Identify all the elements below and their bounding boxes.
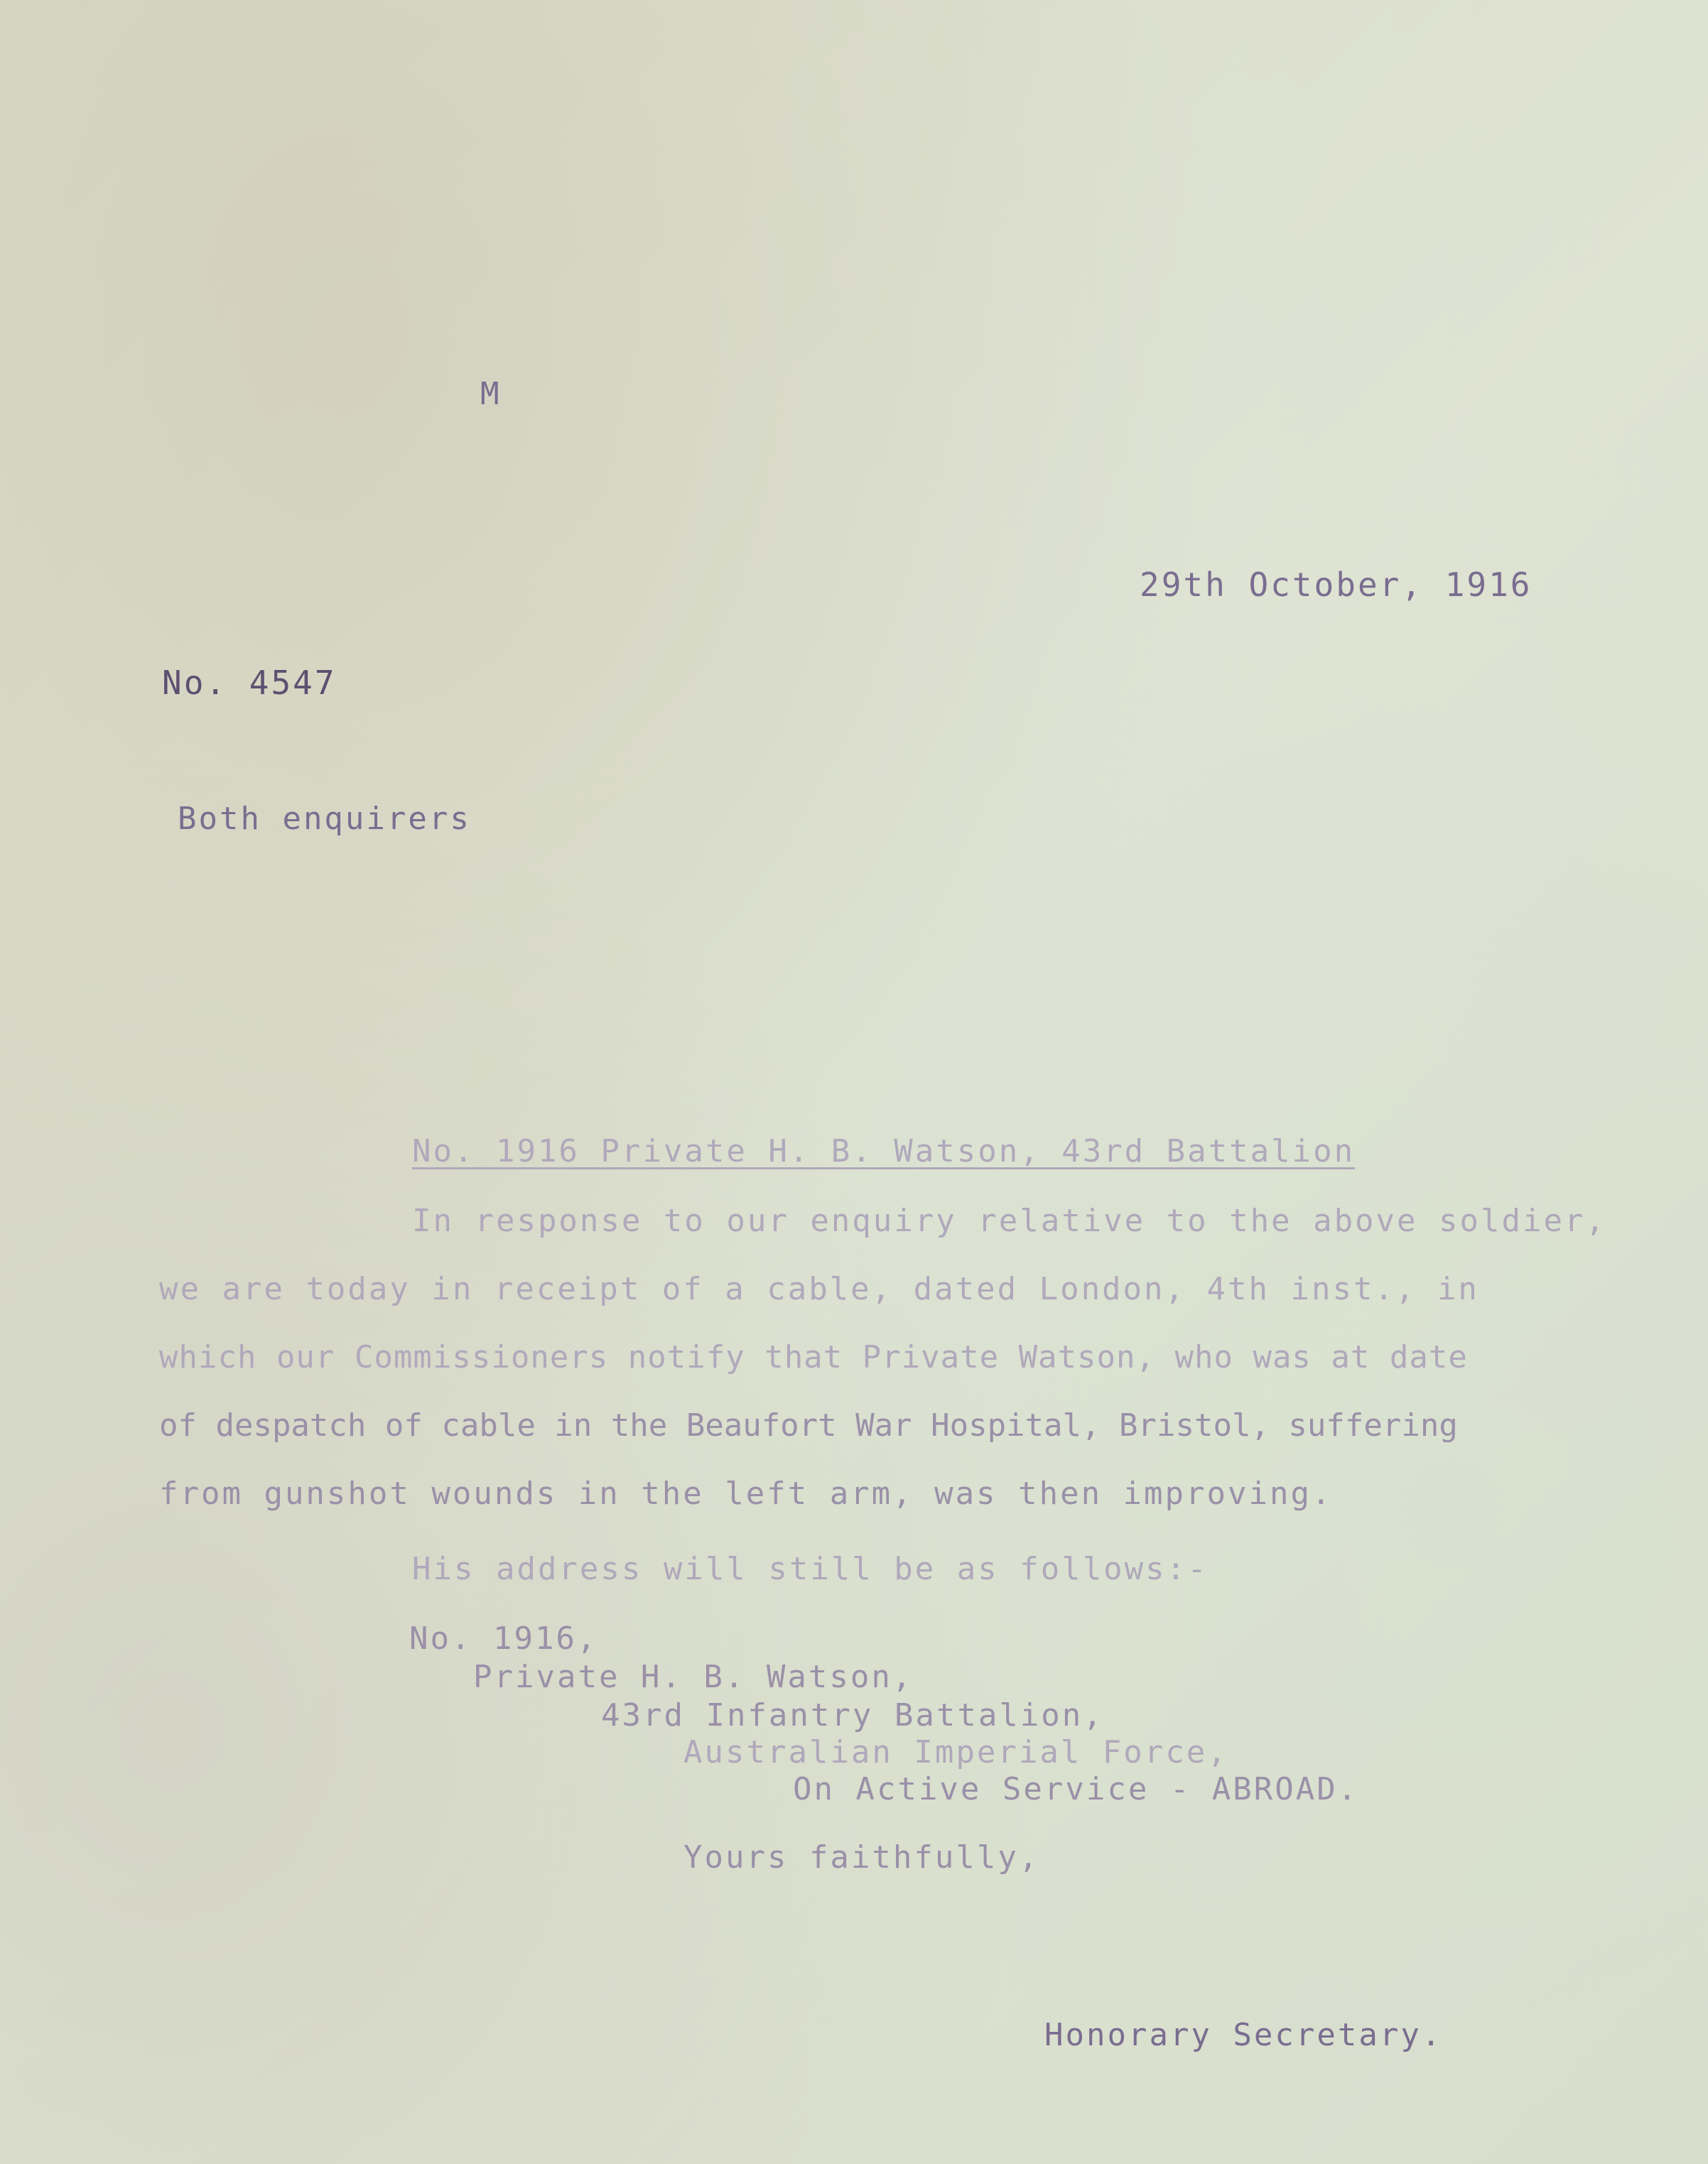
- address-intro: His address will still be as follows:-: [412, 1551, 1209, 1587]
- closing: Yours faithfully,: [683, 1839, 1040, 1876]
- subject-line: No. 1916 Private H. B. Watson, 43rd Battalion: [412, 1133, 1356, 1169]
- body-line: which our Commissioners notify that Private Watson, who was at date: [159, 1339, 1468, 1375]
- address-line: On Active Service - ABROAD.: [793, 1771, 1359, 1807]
- addressee: Both enquirers: [178, 801, 471, 837]
- reference-number: No. 4547: [162, 664, 337, 702]
- body-line: we are today in receipt of a cable, dated London, 4th inst., in: [159, 1271, 1479, 1307]
- letter-date: 29th October, 1916: [1140, 566, 1533, 604]
- address-line: No. 1916,: [409, 1621, 598, 1657]
- address-line: Australian Imperial Force,: [683, 1734, 1228, 1770]
- body-line: of despatch of cable in the Beaufort War Hospital, Bristol, suffering: [159, 1407, 1458, 1444]
- body-line: In response to our enquiry relative to the above soldier,: [412, 1203, 1606, 1239]
- address-line: 43rd Infantry Battalion,: [601, 1697, 1104, 1733]
- signature-title: Honorary Secretary.: [1044, 2017, 1443, 2053]
- address-line: Private H. B. Watson,: [473, 1659, 914, 1695]
- body-line: from gunshot wounds in the left arm, was then improving.: [159, 1476, 1333, 1512]
- initial-mark: M: [480, 376, 500, 412]
